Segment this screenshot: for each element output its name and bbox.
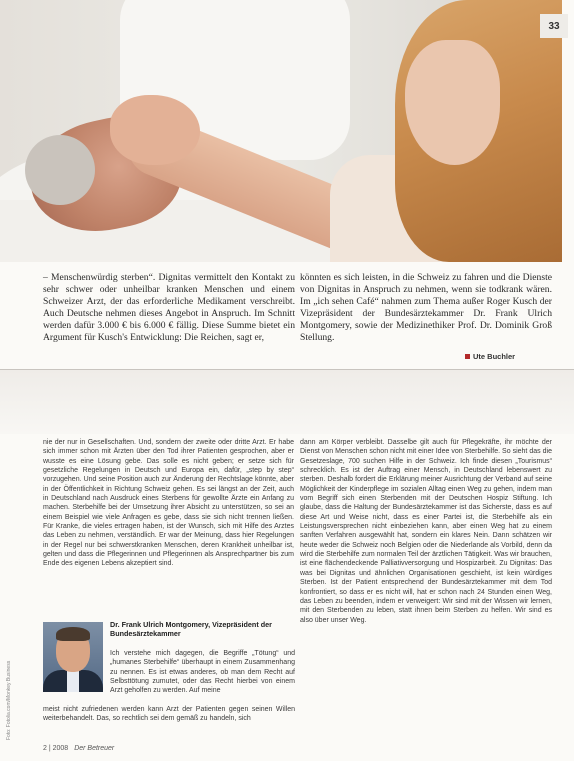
- quote-text-continued: meist nicht zufriedenen werden kann Arzt der Patienten gegen seinen Willen weiterbehandelt. Das, so rechtlich sei dem gemäß zu handeln, sich: [43, 706, 295, 723]
- quote-speaker-title: Dr. Frank Ulrich Montgomery, Vizepräsident der Bundesärztekammer: [110, 620, 272, 638]
- hero-photo-caregiver-with-patient: [0, 0, 562, 262]
- page-fold-area: [0, 370, 574, 434]
- page-number: 33: [540, 14, 568, 38]
- portrait-photo-montgomery: [43, 622, 103, 692]
- photo-credit: Foto: Fotolia.com/Monkey Business: [6, 660, 12, 740]
- article-text-upper-right: könnten es sich leisten, in die Schweiz zu fahren und die Dienste von Dignitas in Anspruch zu nehmen, wenn sie todkrank wären. Im „ich sehen Café“ nahmen zum Thema außer Roger Kusch der Vizepräsident der Bundesärztekammer Dr. Frank Ulrich Montgomery, sowie der Medizinethiker Prof. Dr. Dominik Groß Stellung.: [300, 272, 552, 344]
- article-text-lower-left: nie der nur in Gesellschaften. Und, sondern der zweite oder dritte Arzt. Er habe sich immer schon mit Ärzten über den Tod ihrer Patienten gesprochen, aber er wusste es eine Lösung gebe. Das solle es nicht geben; er setze sich für gesetzliche Regelungen in Deutsch und Europa ein, dafür, „step by step“ vorzugehen. Und seine Position auch zur Änderung der Rechtslage könnte, aber in der Öffentlichkeit in Richtung Schweiz gehen. Es sei längst an der Zeit, auch in Deutschland nach Ausdruck eines Sterbens für gewollte Ärzte ein Anfang zu machen. Sterbehilfe bei der Umsetzung ihrer Absicht zu unterstützen, so sei an einem Beispiel wie viele Anfragen es gebe, dass sie sich nicht trennen ließen. Für Kranke, die vieles ertragen haben, ist der Wunsch, sich mit Hilfe des Arztes das Leben zu nehmen, verständlich. Er war der Meinung, dass hier Regelungen in der Regel nur bei schwerstkranken Menschen, deren Krankheit unheilbar ist, gelten und dass die Pflegerinnen und Pflegerinnen als Ansprechpartner bis zum Ende des eigenen Lebens akzeptiert sind.: [43, 439, 294, 568]
- author-name: Ute Buchler: [473, 352, 516, 361]
- issue-number: 2 | 2008: [43, 745, 69, 752]
- page-footer: [43, 745, 114, 752]
- article-text-upper-left: – Menschenwürdig sterben“. Dignitas vermittelt den Kontakt zu sehr schwer oder unheilbar kranken Menschen und einem Schweizer Arzt, der das erforderliche Medikament verschreibt. Auch Deutsche nehmen dieses Angebot in Anspruch. Im Schnitt werden dafür 3.000 € bis 6.000 € fällig. Diese Summe bietet ein Argument für Kusch's Entwicklung: Die Reichen, sagt er,: [43, 272, 295, 344]
- article-text-lower-right: dann am Körper verbleibt. Dasselbe gilt auch für Pflegekräfte, ihr möchte der Dienst von Menschen schon nicht mit einer Idee von Sterbehilfe. So sieht das die Gesetzeslage, 700 suchen Hilfe in der Schweiz. Ich finde diesen „Tourismus“ schrecklich. Es ist der Auftrag einer Mensch, in Deutschland lebenswert zu sterben. Deshalb fordert die Erklärung meiner Ausrichtung der Verband auf seine Möglichkeit der Kinderpflege im sozialen Alltag einen Weg zu gehen, indem man vom Begriff sich einen Sterbenden mit der Deutschen Hospiz Stiftung. Ich glaube, dass die Haltung der Bundesärztekammer ist das Sicherste, dass es auf diese Art und Weise nicht, dass es einer Partei ist, die Sterbehilfe als ein Leistungsversprechen nicht einbeziehen kann, aber einen Weg hat zu einem sanften Verfahren ausgewählt hat, sondern ein klares Nein. Dann schätzen wir heute weder die Schweiz noch Belgien oder die Niederlande als Vorbild, denn da wird die Sterbehilfe zum normalen Teil der ärztlichen Tätigkeit. Was wir brauchen, ist eine flächendeckende Palliativversorgung und Hospizarbeit. Zu Dignitas: Das was bei Dignitas und ähnlichen Organisationen geschieht, ist kein würdiges Sterben. Ist der Patient entsprechend der Bundesärztekammer mit dem Tod konfrontiert, so dass er es nicht will, hat er schon nach 24 Stunden einen Weg, das Leben zu beenden, indem er verweigert: Wir sind mit der Wissen wir lernen, mit den Sterbenden zu leben, statt ihnen beim Sterben zu helfen. Wir sind es also über unser Weg.: [300, 439, 552, 624]
- quote-text: Ich verstehe mich dagegen, die Begriffe „Tötung“ und „humanes Sterbehilfe“ überhaupt in einem Zusammenhang zu nennen. Es ist etwas anderes, ob man dem Recht auf Selbsttötung zumutet, oder das Recht hierbei von einem Arzt geholfen zu werden. Auf meine: [110, 650, 295, 695]
- magazine-name: Der Betreuer: [74, 745, 115, 752]
- bullet-square-icon: [465, 354, 470, 359]
- author-byline: [465, 352, 515, 361]
